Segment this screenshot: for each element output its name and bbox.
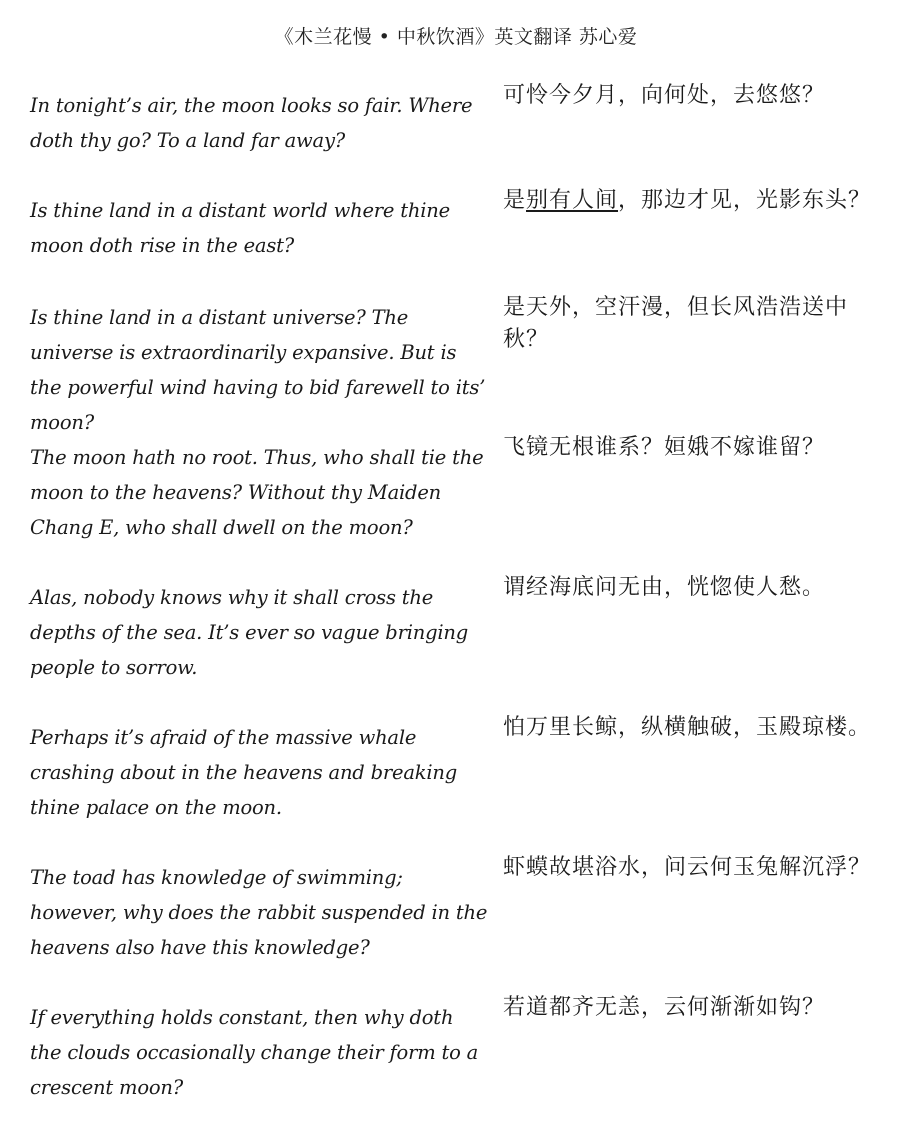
chinese-original: 怕万里长鲸，纵横触破，玉殿琼楼。 [503,715,872,740]
chinese-original [503,185,873,217]
verse-row [30,188,890,300]
english-translation: The moon hath no root. Thus, who shall tie the moon to the heavens? Without thy Maiden Chang E, who shall dwell on the moon? [30,446,484,539]
verse-list [30,83,890,1140]
chinese-original: 是天外，空汗漫，但长风浩浩送中秋？ [503,295,849,352]
chinese-original: 谓经海底问无由，恍惚使人愁。 [503,575,826,600]
verse-row [30,575,890,720]
english-translation: If everything holds constant, then why doth the clouds occasionally change their form to a crescent moon? [30,1006,479,1099]
chinese-text: 是 [503,188,527,213]
verse-row [30,435,890,580]
chinese-original: 虾蟆故堪浴水，问云何玉兔解沉浮？ [503,855,872,880]
verse-row [30,295,890,440]
english-translation: Is thine land in a distant world where thine moon doth rise in the east? [30,199,450,257]
verse-row [30,83,890,193]
verse-row [30,855,890,1000]
page-title: 《木兰花慢 • 中秋饮酒》英文翻译 苏心爱 [274,26,638,48]
english-translation: The toad has knowledge of swimming; however, why does the rabbit suspended in the heavens also have this knowledge? [30,866,488,959]
chinese-original: 若道都齐无恙，云何渐渐如钩？ [503,995,826,1020]
verse-row [30,715,890,860]
english-translation: Is thine land in a distant universe? The universe is extraordinarily expansive. But is the powerful wind having to bid farewell to its’ moon? [30,306,486,434]
chinese-original: 飞镜无根谁系？姮娥不嫁谁留？ [503,435,826,460]
english-translation: Perhaps it’s afraid of the massive whale crashing about in the heavens and breaking thine palace on the moon. [30,726,458,819]
verse-row [30,995,890,1140]
chinese-original: 可怜今夕月，向何处，去悠悠？ [503,83,826,108]
chinese-text: ，那边才见，光影东头？ [618,188,872,213]
english-translation: In tonight’s air, the moon looks so fair. Where doth thy go? To a land far away? [30,94,473,152]
english-translation: Alas, nobody knows why it shall cross the depths of the sea. It’s ever so vague bringing people to sorrow. [30,586,469,679]
underlined-phrase: 别有人间 [526,188,619,213]
